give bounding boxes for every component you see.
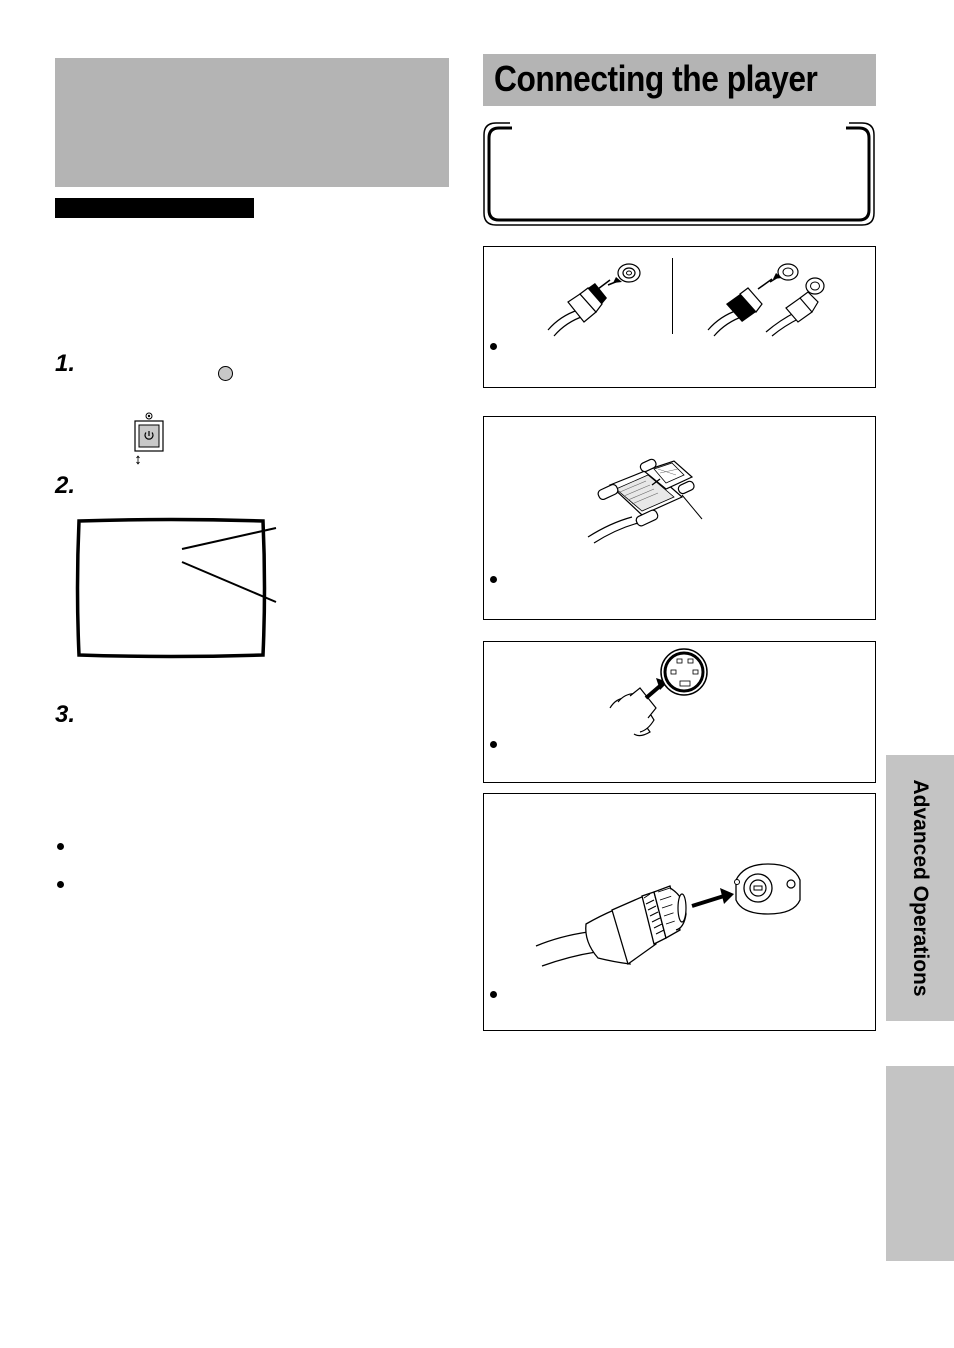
- section-label-bar: [55, 198, 254, 218]
- panel-divider: [672, 258, 673, 334]
- bullet: [490, 343, 497, 350]
- step-3-number: 3.: [55, 701, 76, 728]
- tv-screen-illustration: [76, 518, 286, 660]
- bnc-connector-illustration: [530, 852, 810, 972]
- side-tab-advanced-operations[interactable]: [886, 755, 954, 1021]
- bullet: [57, 843, 64, 850]
- power-icon: [128, 408, 168, 468]
- dsub-connector-illustration: [580, 455, 720, 547]
- side-tab-label: Advanced Operations: [909, 779, 932, 997]
- step-2-number: 2.: [55, 472, 76, 499]
- bullet: [490, 576, 497, 583]
- note-frame: [482, 121, 878, 229]
- bullet: [490, 991, 497, 998]
- left-header-box: [55, 58, 449, 187]
- bullet: [57, 881, 64, 888]
- indicator-circle-icon: [218, 366, 233, 381]
- rca-plug-illustration: [540, 256, 650, 338]
- title-bar: [483, 54, 876, 106]
- bullet: [490, 741, 497, 748]
- side-tab-blank[interactable]: [886, 1066, 954, 1261]
- page-title: Connecting the player: [494, 58, 818, 99]
- svideo-connector-illustration: [604, 648, 714, 736]
- step-1-number: 1.: [55, 350, 76, 377]
- dual-rca-plug-illustration: [700, 256, 830, 338]
